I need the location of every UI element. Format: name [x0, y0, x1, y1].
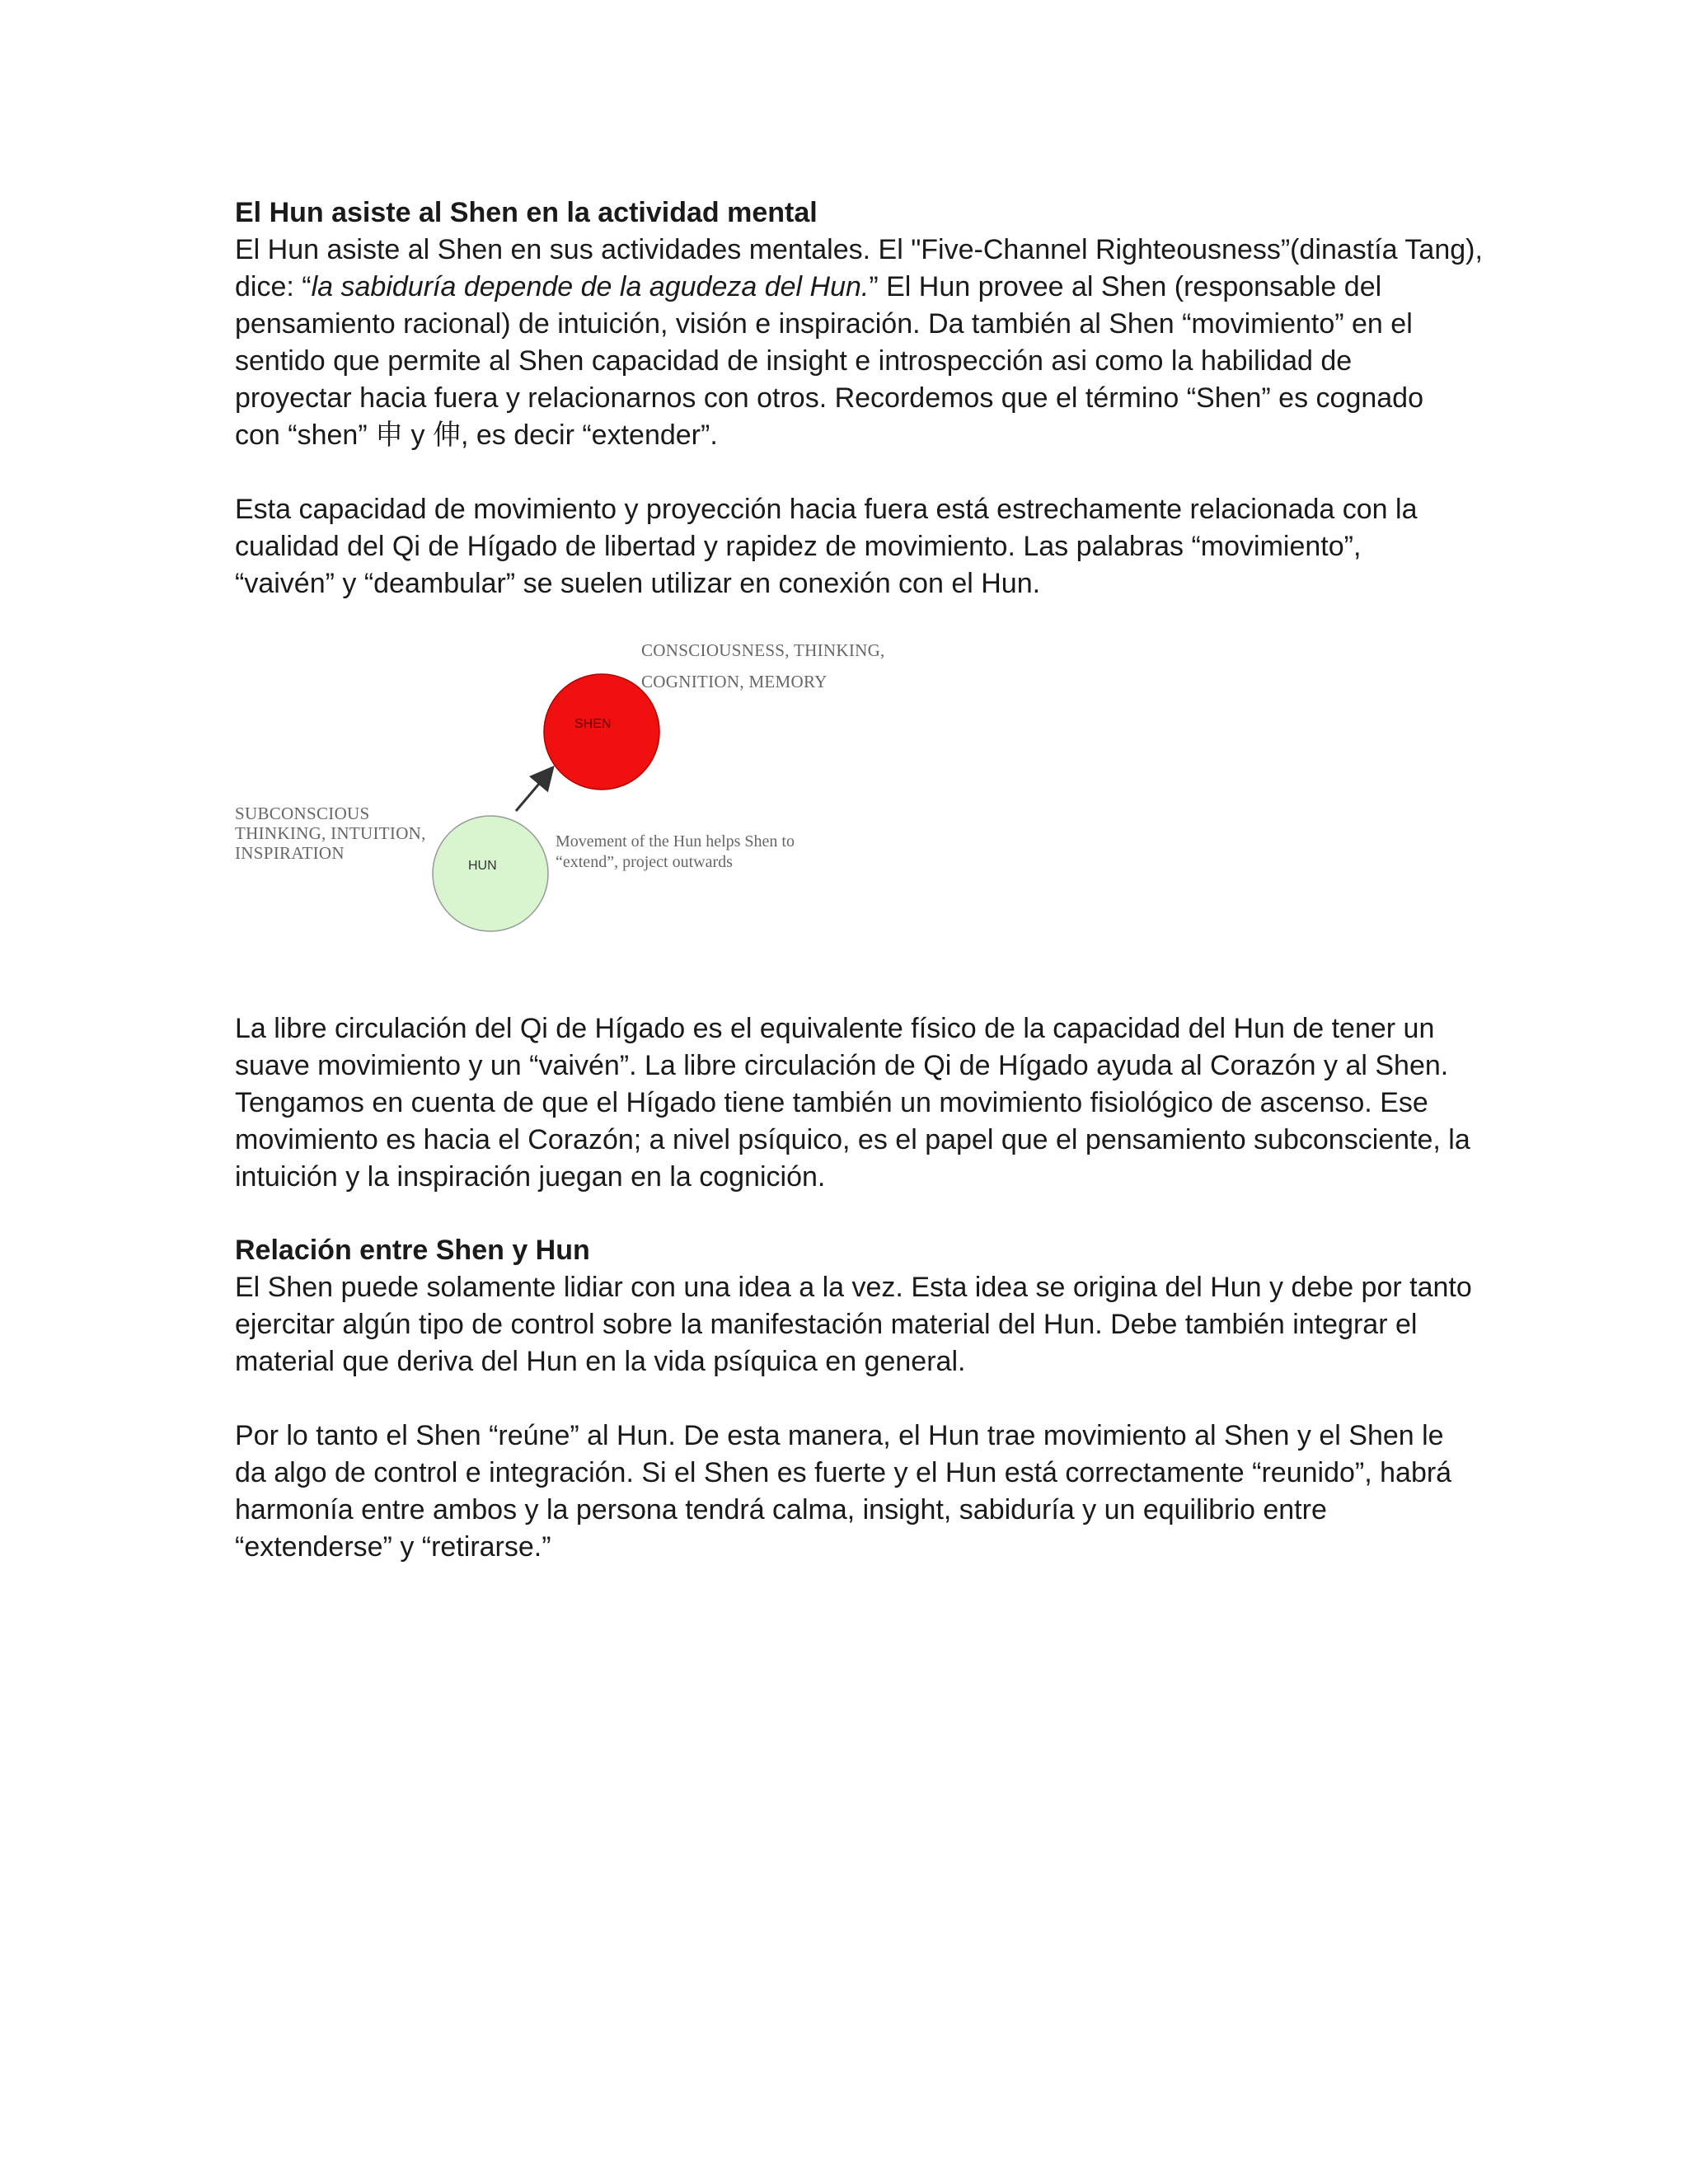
section-heading: El Hun asiste al Shen en la actividad mental [235, 197, 818, 228]
paragraph-line: material que deriva del Hun en la vida psíquica en general. [235, 1346, 966, 1377]
shen-label: SHEN [574, 717, 612, 731]
shen-caption [641, 635, 885, 697]
paragraph-movement [235, 491, 1471, 602]
paragraph-line: Tengamos en cuenta de que el Hígado tiene también un movimiento fisiológico de ascenso. Ese [235, 1087, 1428, 1118]
paragraph-line: El Hun asiste al Shen en sus actividades mentales. El "Five-Channel Righteousness”(dinastía Tang), [235, 234, 1483, 265]
shen-caption-line: CONSCIOUSNESS, THINKING, [641, 640, 885, 660]
quote-close: ” El Hun provee al Shen (responsable del [869, 271, 1382, 302]
paragraph-line: cualidad del Qi de Hígado de libertad y rapidez de movimiento. Las palabras “movimiento”, [235, 531, 1362, 562]
shen-hun-diagram [223, 626, 964, 956]
paragraph-line: movimiento es hacia el Corazón; a nivel psíquico, es el papel que el pensamiento subconsciente, la [235, 1124, 1470, 1155]
paragraph-line: intuición y la inspiración juegan en la cognición. [235, 1161, 826, 1193]
hun-caption [235, 804, 426, 863]
movement-caption [556, 832, 795, 873]
quote-open: dice: “ [235, 271, 312, 302]
paragraph-line: Por lo tanto el Shen “reúne” al Hun. De esta manera, el Hun trae movimiento al Shen y el Shen le [235, 1420, 1444, 1451]
paragraph-line: con “shen” 申 y 伸, es decir “extender”. [235, 419, 718, 451]
paragraph-line: da algo de control e integración. Si el Shen es fuerte y el Hun está correctamente “reunido”, habrá [235, 1457, 1452, 1488]
paragraph-line: Esta capacidad de movimiento y proyección hacia fuera está estrechamente relacionada con la [235, 494, 1418, 525]
paragraph-line: pensamiento racional) de intuición, visión e inspiración. Da también al Shen “movimiento” en el [235, 308, 1413, 340]
paragraph-line: “extenderse” y “retirarse.” [235, 1531, 551, 1563]
paragraph-integration [235, 1418, 1471, 1566]
paragraph-line: La libre circulación del Qi de Hígado es el equivalente físico de la capacidad del Hun de tener un [235, 1013, 1435, 1044]
section-hun-assists-shen [235, 194, 1483, 454]
shen-caption-line: COGNITION, MEMORY [641, 672, 828, 691]
hun-caption-line: INSPIRATION [235, 843, 345, 863]
paragraph-line: proyectar hacia fuera y relacionarnos con otros. Recordemos que el término “Shen” es cognado [235, 382, 1423, 414]
paragraph-liver-qi [235, 1010, 1471, 1196]
paragraph-line: suave movimiento y un “vaivén”. La libre circulación de Qi de Hígado ayuda al Corazón y al Shen. [235, 1050, 1449, 1081]
upward-arrow [516, 773, 548, 811]
paragraph-line [235, 269, 1471, 306]
italic-quote: la sabiduría depende de la agudeza del Hun. [311, 271, 870, 302]
hun-caption-line: THINKING, INTUITION, [235, 823, 426, 843]
section-heading: Relación entre Shen y Hun [235, 1235, 590, 1266]
hun-label: HUN [468, 859, 497, 873]
section-shen-hun-relation [235, 1232, 1471, 1380]
hun-circle [433, 816, 548, 931]
paragraph-line: sentido que permite al Shen capacidad de insight e introspección asi como la habilidad de [235, 345, 1353, 377]
hun-caption-line: SUBCONSCIOUS [235, 804, 370, 823]
movement-caption-line: Movement of the Hun helps Shen to [556, 832, 795, 851]
paragraph-line: harmonía entre ambos y la persona tendrá calma, insight, sabiduría y un equilibrio entre [235, 1494, 1327, 1526]
paragraph-line: “vaivén” y “deambular” se suelen utilizar en conexión con el Hun. [235, 568, 1041, 599]
paragraph-line: ejercitar algún tipo de control sobre la manifestación material del Hun. Debe también integrar el [235, 1309, 1418, 1340]
paragraph-line: El Shen puede solamente lidiar con una idea a la vez. Esta idea se origina del Hun y debe por tanto [235, 1272, 1472, 1303]
movement-caption-line: “extend”, project outwards [556, 853, 733, 871]
